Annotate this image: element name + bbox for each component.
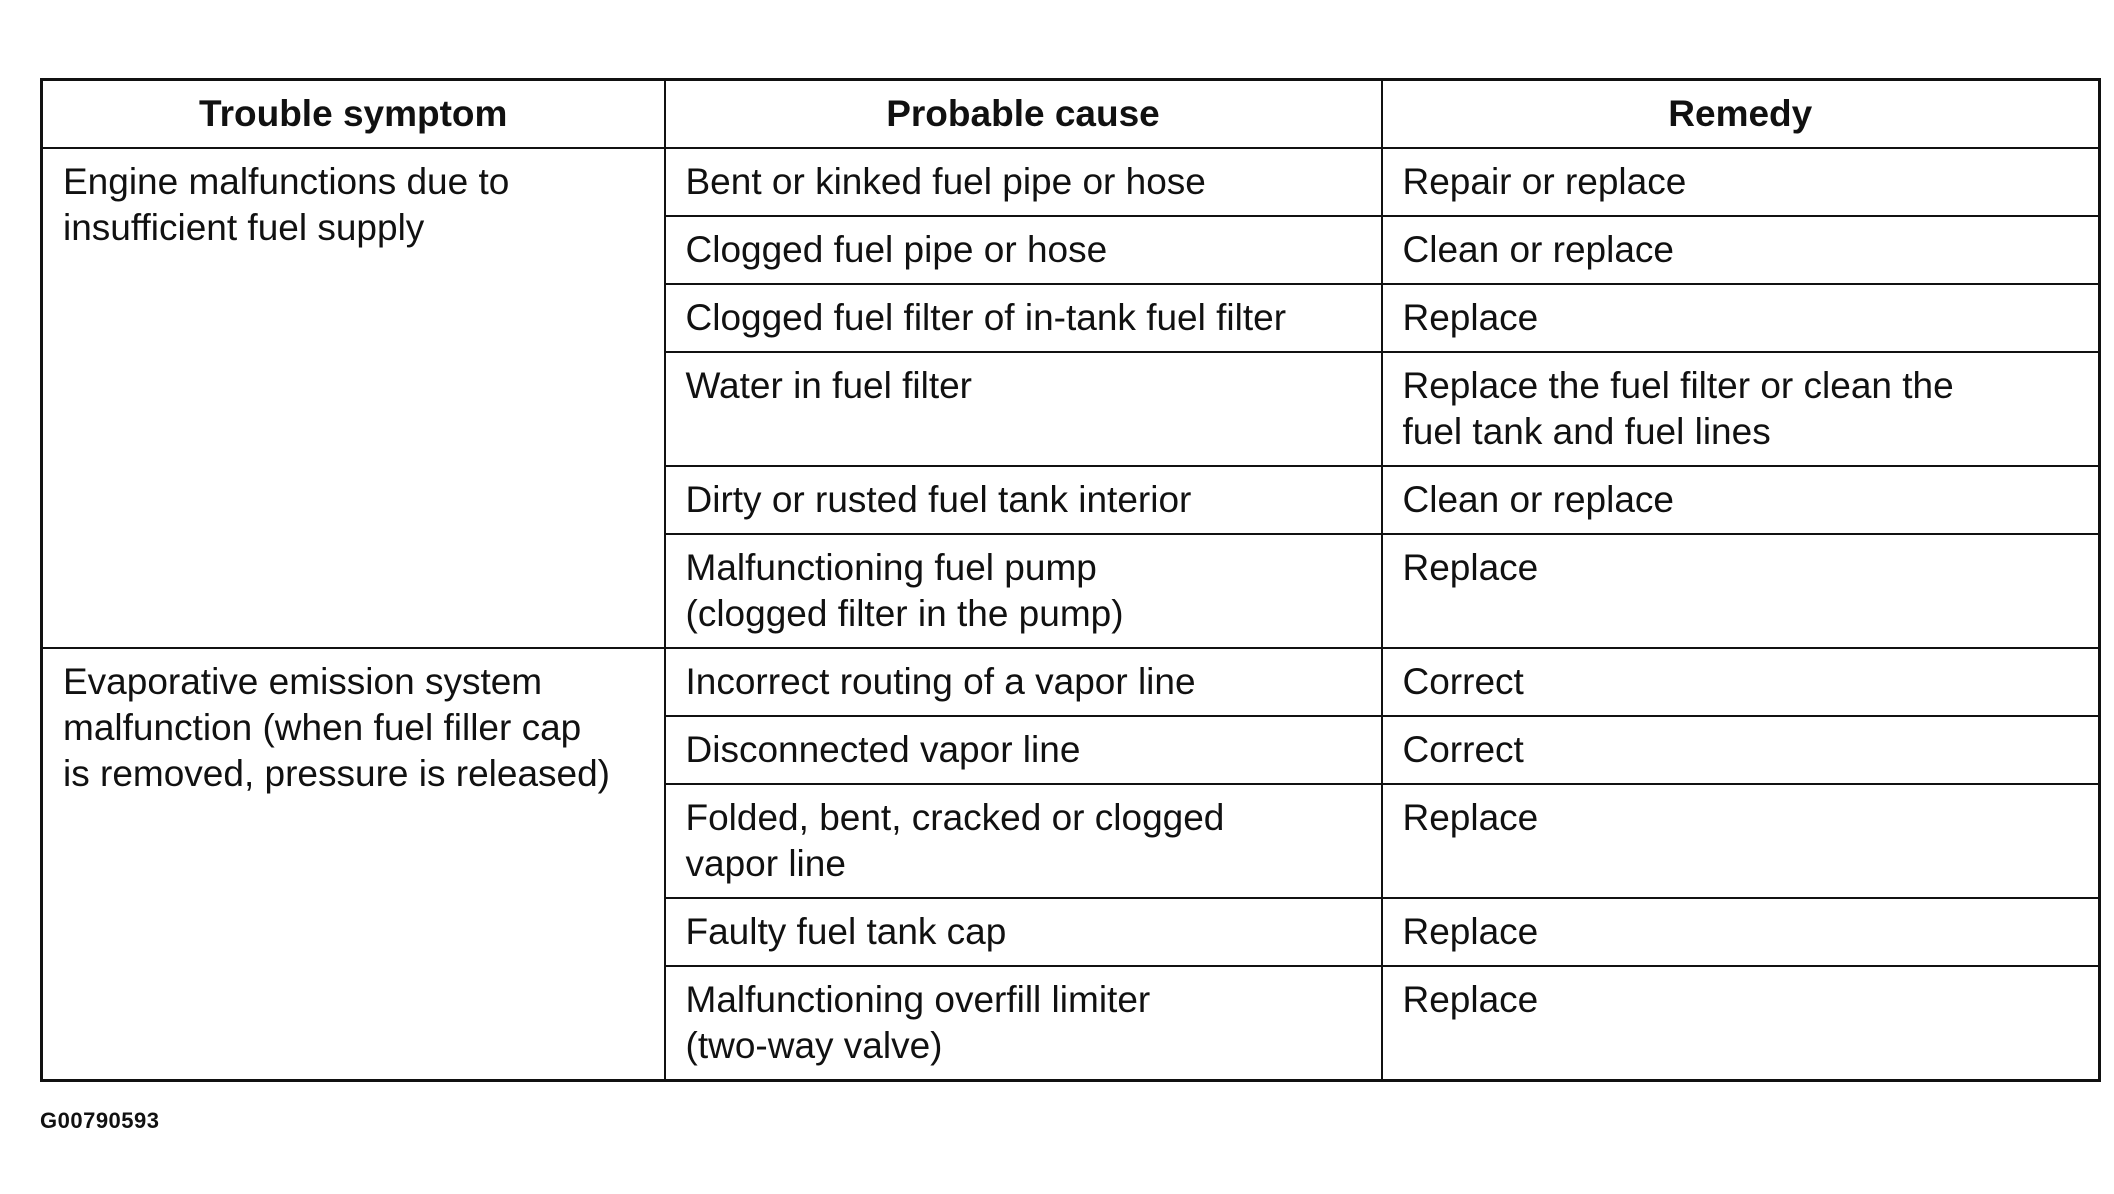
remedy-cell: Correct [1382, 716, 2100, 784]
header-remedy: Remedy [1382, 80, 2100, 149]
cause-cell: Disconnected vapor line [665, 716, 1382, 784]
cause-cell: Water in fuel filter [665, 352, 1382, 466]
figure-code: G00790593 [40, 1108, 160, 1133]
cause-cell: Clogged fuel pipe or hose [665, 216, 1382, 284]
header-trouble-symptom: Trouble symptom [42, 80, 665, 149]
troubleshooting-table [40, 78, 2101, 1082]
table-row [42, 148, 2100, 216]
cause-cell: Dirty or rusted fuel tank interior [665, 466, 1382, 534]
cause-cell: Incorrect routing of a vapor line [665, 648, 1382, 716]
remedy-cell: Replace [1382, 534, 2100, 648]
symptom-cell: Evaporative emission system malfunction (when fuel filler cap is removed, pressure is released) [42, 648, 665, 1081]
cause-cell: Faulty fuel tank cap [665, 898, 1382, 966]
remedy-cell: Replace the fuel filter or clean the fuel tank and fuel lines [1382, 352, 2100, 466]
cause-cell: Malfunctioning fuel pump (clogged filter in the pump) [665, 534, 1382, 648]
symptom-cell: Engine malfunctions due to insufficient fuel supply [42, 148, 665, 648]
remedy-cell: Clean or replace [1382, 466, 2100, 534]
remedy-cell: Replace [1382, 284, 2100, 352]
cause-cell: Malfunctioning overfill limiter (two-way valve) [665, 966, 1382, 1081]
cause-cell: Folded, bent, cracked or clogged vapor line [665, 784, 1382, 898]
remedy-cell: Replace [1382, 966, 2100, 1081]
cause-cell: Clogged fuel filter of in-tank fuel filter [665, 284, 1382, 352]
remedy-cell: Repair or replace [1382, 148, 2100, 216]
table-row [42, 648, 2100, 716]
header-probable-cause: Probable cause [665, 80, 1382, 149]
remedy-cell: Replace [1382, 898, 2100, 966]
header-row [42, 80, 2100, 149]
remedy-cell: Correct [1382, 648, 2100, 716]
cause-cell: Bent or kinked fuel pipe or hose [665, 148, 1382, 216]
remedy-cell: Replace [1382, 784, 2100, 898]
remedy-cell: Clean or replace [1382, 216, 2100, 284]
